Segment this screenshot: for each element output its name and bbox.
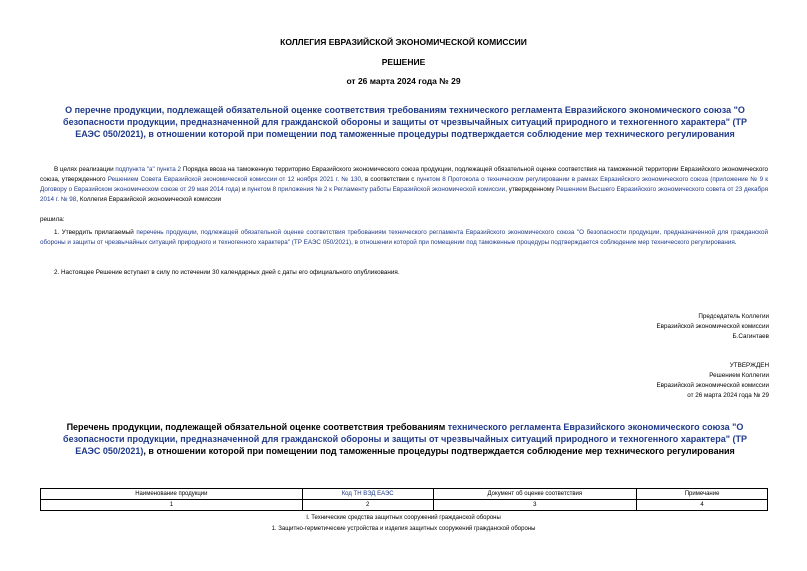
table-header-cell: Примечание xyxy=(637,489,768,500)
preamble-paragraph xyxy=(40,165,768,205)
signature-line: Председатель Коллегии xyxy=(698,313,769,320)
doc-title[interactable]: О перечне продукции, подлежащей обязательной оценке соответствия требованиям технического регламента Евразийского экономического союза "О безопасности продукции, предназначенной для гражданской обороны и защиты от чрезвычайных ситуаций природного и техногенного характера" (ТР ЕАЭС 050/2021), в отношении которой при помещении под таможенные процедуры подтверждается соблюдение мер технического регулирования xyxy=(63,105,747,139)
table-cell: 4 xyxy=(637,500,768,511)
item-1-paragraph xyxy=(40,228,768,248)
approved-line: УТВЕРЖДЕН xyxy=(729,362,769,369)
approved-block xyxy=(656,361,769,401)
section-heading: I. Технические средства защитных сооружений гражданской обороны xyxy=(306,515,501,521)
table-row xyxy=(41,500,768,511)
list-title-text: , в отношении которой при помещении под таможенные процедуры подтверждается соблюдение мер технического регулирования xyxy=(143,446,735,456)
item-1-text: 1. Утвердить прилагаемый xyxy=(54,229,137,236)
item-2-paragraph: 2. Настоящее Решение вступает в силу по истечении 30 календарных дней с даты его официального опубликования. xyxy=(54,269,400,276)
resolved-label: решила: xyxy=(40,216,65,223)
preamble-text: В целях реализации xyxy=(54,166,116,173)
subsection-heading: 1. Защитно-герметические устройства и изделия защитных сооружений гражданской обороны xyxy=(271,526,536,532)
preamble-text: и xyxy=(240,186,248,193)
preamble-text: Порядка ввоза на таможенную территорию Евразийского экономического союза продукции, подлежащей обязательной оценке соответствия на таможенной территории Евразийского экономического союза, утвержденного xyxy=(40,166,768,183)
org-name: КОЛЛЕГИЯ ЕВРАЗИЙСКОЙ ЭКОНОМИЧЕСКОЙ КОМИССИИ xyxy=(280,37,527,47)
preamble-link-5[interactable]: Решением Высшего Евразийского экономического совета от 23 декабря 2014 г. № 98 xyxy=(40,186,768,203)
signature-name: Б.Сагинтаев xyxy=(732,333,769,340)
preamble-text: , утвержденному xyxy=(505,186,557,193)
preamble-text: , Коллегия Евразийской экономической комиссии xyxy=(76,196,222,203)
doc-date: от 26 марта 2024 года № 29 xyxy=(346,76,461,86)
signature-block xyxy=(656,312,769,342)
list-title xyxy=(52,421,758,457)
preamble-link-3[interactable]: пунктом 8 Протокола о техническом регулировании в рамках Евразийского экономического союза (приложение № 9 к Договору о Евразийском экономическом союзе от 29 мая 2014 года) xyxy=(40,176,768,193)
product-table xyxy=(40,488,768,511)
preamble-link-2[interactable]: Решением Совета Евразийской экономической комиссии от 12 ноября 2021 г. № 130 xyxy=(107,176,362,183)
approved-line: Евразийской экономической комиссии xyxy=(656,382,769,389)
item-1-link[interactable]: перечень продукции, подлежащей обязательной оценке соответствия требованиям технического регламента Евразийского экономического союза "О безопасности продукции, предназначенной для гражданской обороны и защиты от чрезвычайных ситуаций природного и техногенного характера" (ТР ЕАЭС 050/2021), в отношении которой при помещении под таможенные процедуры подтверждается соблюдение мер технического регулирования xyxy=(40,229,768,246)
table-cell: 3 xyxy=(433,500,637,511)
signature-line: Евразийской экономической комиссии xyxy=(656,323,769,330)
list-title-link[interactable]: технического регламента Евразийского экономического союза "О безопасности продукции, предназначенной для гражданской обороны и защиты от чрезвычайных ситуаций природного и техногенного характера" (ТР ЕАЭС 050/2021) xyxy=(63,422,747,456)
table-header-row xyxy=(41,489,768,500)
doc-kind: РЕШЕНИЕ xyxy=(381,57,426,67)
table-cell: 1 xyxy=(41,500,303,511)
list-title-text: Перечень продукции, подлежащей обязательной оценке соответствия требованиям xyxy=(66,422,448,432)
table-header-cell: Документ об оценке соответствия xyxy=(433,489,637,500)
preamble-text: , в соответствии с xyxy=(361,176,417,183)
table-header-cell: Наименование продукции xyxy=(41,489,303,500)
item-1-text: . xyxy=(734,239,737,246)
table-cell: 2 xyxy=(302,500,433,511)
approved-line: Решением Коллегии xyxy=(709,372,769,379)
preamble-link-1[interactable]: подпункта "а" пункта 2 xyxy=(115,166,182,173)
approved-line: от 26 марта 2024 года № 29 xyxy=(687,392,769,399)
preamble-link-4[interactable]: пунктом 8 приложения № 2 к Регламенту работы Евразийской экономической комиссии xyxy=(247,186,506,193)
table-header-cell[interactable]: Код ТН ВЭД ЕАЭС xyxy=(302,489,433,500)
